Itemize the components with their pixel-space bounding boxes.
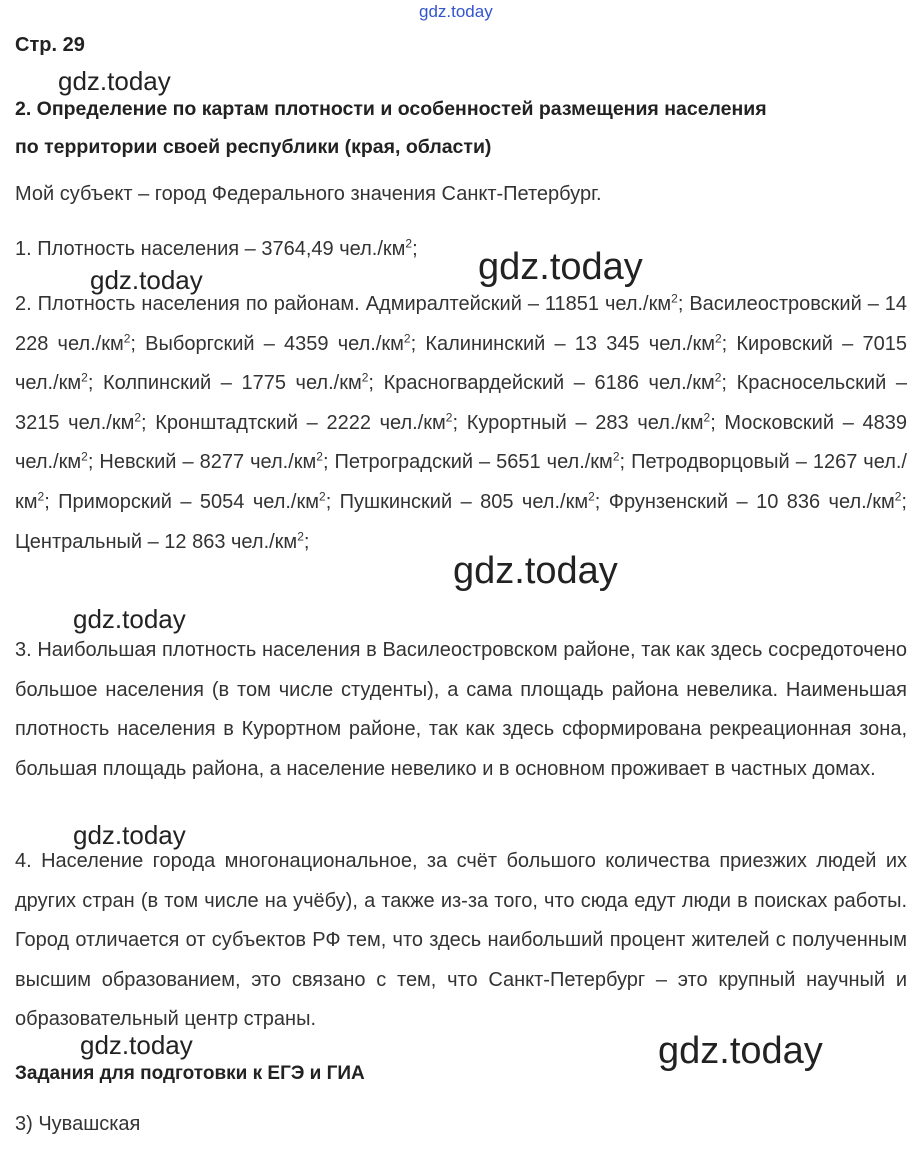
site-watermark-top: gdz.today	[419, 2, 493, 21]
watermark: gdz.today	[80, 1030, 193, 1060]
unit-superscript: 2	[123, 330, 131, 345]
unit-superscript: 2	[405, 236, 413, 251]
item-2-prefix: 2. Плотность населения по районам.	[15, 293, 360, 315]
district-entry: Кировский – 7015 чел./км	[15, 332, 907, 395]
unit-superscript: 2	[81, 449, 88, 464]
item-3-text: 3. Наибольшая плотность населения в Василеостровском районе, так как здесь сосредоточено большое населения (в том числе студенты), а сама площадь района невелика. Наименьшая плотность населения в Курортном районе, так как здесь сформирована рекреационная зона, большая площадь района, а население невелико и в основном проживает в частных домах.	[15, 639, 907, 780]
district-entry: Фрунзенский – 10 836 чел./км	[608, 490, 895, 513]
district-entry: Московский – 4839 чел./км	[15, 411, 907, 474]
district-entry: Приморский – 5054 чел./км	[58, 490, 319, 513]
item-3-paragraph	[15, 631, 907, 789]
unit-superscript: 2	[714, 330, 722, 345]
watermark: gdz.today	[658, 1030, 823, 1072]
district-entry: Петродворцовый – 1267 чел./км	[15, 451, 907, 513]
intro-text: Мой субъект – город Федерального значения Санкт-Петербург.	[15, 183, 602, 205]
answer-text: 3) Чувашская	[15, 1113, 141, 1135]
unit-superscript: 2	[319, 489, 326, 504]
unit-superscript: 2	[361, 370, 369, 385]
district-entry: Курортный – 283 чел./км	[466, 411, 704, 434]
item-4-text: 4. Население города многонациональное, за счёт большого количества приезжих людей их других стран (в том числе на учёбу), а также из-за того, что сюда едут люди в поисках работы. Город отличается от субъектов РФ тем, что здесь наибольший процент жителей с полученным высшим образованием, это связано с тем, что Санкт-Петербург – это крупный научный и образовательный центр страны.	[15, 850, 907, 1031]
unit-superscript: 2	[612, 449, 620, 464]
district-entry: Красногвардейский – 6186 чел./км	[383, 372, 715, 395]
unit-superscript: 2	[714, 370, 722, 385]
district-entry: Невский – 8277 чел./км	[99, 451, 317, 474]
page-reference: Стр. 29	[15, 34, 85, 56]
watermark: gdz.today	[478, 246, 643, 288]
answer-paragraph	[15, 1112, 907, 1136]
district-entry: Центральный – 12 863 чел./км	[15, 530, 298, 553]
watermark: gdz.today	[73, 820, 186, 850]
item-2-paragraph	[15, 285, 907, 562]
district-entry: Пушкинский – 805 чел./км	[339, 490, 589, 513]
unit-superscript: 2	[81, 370, 88, 385]
watermark: gdz.today	[58, 66, 171, 96]
district-entry: Выборгский – 4359 чел./км	[145, 332, 404, 355]
unit-superscript: 2	[37, 489, 45, 504]
section-title-line-2: по территории своей республики (края, области)	[15, 136, 492, 158]
unit-superscript: 2	[671, 291, 678, 306]
exam-section-title: Задания для подготовки к ЕГЭ и ГИА	[15, 1063, 365, 1084]
district-entry: Красносельский – 3215 чел./км	[15, 372, 907, 434]
watermark: gdz.today	[73, 604, 186, 634]
unit-superscript: 2	[445, 410, 453, 425]
watermark: gdz.today	[453, 550, 618, 592]
unit-superscript: 2	[894, 489, 902, 504]
section-title	[15, 90, 907, 166]
district-entry: Адмиралтейский – 11851 чел./км	[365, 293, 672, 315]
watermark: gdz.today	[90, 265, 203, 295]
unit-superscript: 2	[316, 449, 323, 464]
section-title-line-1: 2. Определение по картам плотности и особенностей размещения населения	[15, 98, 767, 120]
unit-superscript: 2	[134, 410, 142, 425]
unit-superscript: 2	[703, 410, 711, 425]
district-entry: Петроградский – 5651 чел./км	[334, 451, 613, 474]
unit-superscript: 2	[403, 330, 411, 345]
district-entry: Колпинский – 1775 чел./км	[103, 372, 362, 395]
intro-paragraph	[15, 175, 907, 215]
district-density-list: 2. Плотность населения по районам. Адмиралтейский – 11851 $чел./км^2$; Василеостровский – 14 228 $чел./км^2$; Выборгский – 4359 $чел./км^2$; Калининский – 13 345 $чел./км^2$; Кировский – 7015 $чел./км^2$; Колпинский – 1775 $чел./км^2$; Красногвардейский – 6186 $чел./км^2$; Красносельский – 3215 $чел./км^2$; Кронштадтский – 2222 $чел./км^2$; Курортный – 283 $чел./км^2$; Московский – 4839 $чел./км^2$; Невский – 8277 $чел./км^2$; Петроградский – 5651 $чел./км^2$; Петродворцовый – 1267 $чел./км^2$; Приморский – 5054 $чел./км^2$; Пушкинский – 805 $чел./км^2$; Фрунзенский – 10 836 $чел./км^2$; Центральный – 12 863 $чел./км^2$;	[15, 291, 908, 553]
unit-superscript: 2	[588, 489, 595, 504]
district-entry: Василеостровский – 14 228 чел./км	[15, 293, 908, 355]
district-entry: Калининский – 13 345 чел./км	[425, 332, 715, 355]
item-4-paragraph	[15, 842, 907, 1040]
unit-superscript: 2	[297, 528, 304, 543]
item-1-text: 1. Плотность населения – 3764,49 чел./км	[15, 238, 406, 260]
district-entry: Кронштадтский – 2222 чел./км	[155, 411, 446, 434]
item-1-paragraph: 1. Плотность населения – 3764,49 $чел./км^2$;	[15, 236, 418, 260]
